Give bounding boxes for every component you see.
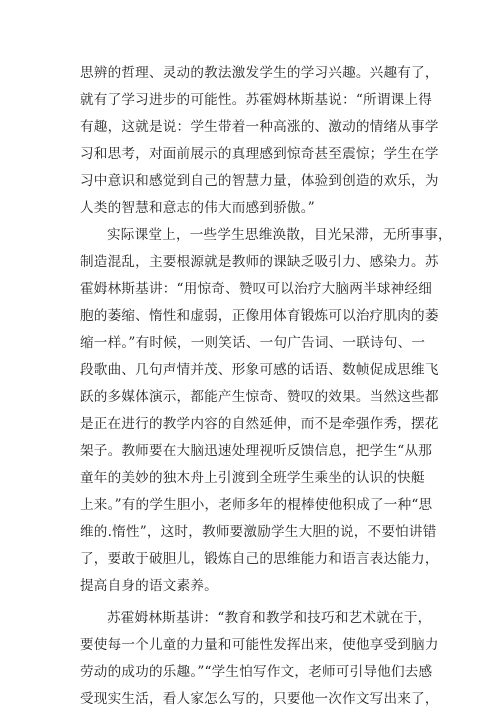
text-line: 跃的多媒体演示，都能产生惊奇、赞叹的效果。当然这些都 [80, 389, 439, 405]
text-line: 霍姆林斯基讲：“用惊奇、赞叹可以治疗大脑两半球神经细 [80, 281, 432, 297]
text-line: 劳动的成功的乐趣。”“学生怕写作文，老师可引导他们去感 [80, 664, 433, 680]
text-line: 胞的萎缩、惰性和虚弱，正像用体育锻炼可以治疗肌肉的萎 [80, 308, 439, 324]
text-line: 实际课堂上，一些学生思维涣散，目光呆滞，无所事事， [107, 227, 452, 243]
document-page [80, 60, 452, 713]
text-line: 习和思考，对面前展示的真理感到惊奇甚至震惊；学生在学 [80, 146, 439, 162]
text-line: 有趣，这就是说：学生带着一种高涨的、激动的情绪从事学 [80, 119, 439, 135]
text-line: 受现实生活，看人家怎么写的，只要他一次作文写出来了， [80, 691, 439, 707]
text-line: 人类的智慧和意志的伟大而感到骄傲。” [80, 200, 315, 216]
text-line: 缩一样。”有时候，一则笑话、一句广告词、一联诗句、一 [80, 335, 426, 351]
text-line: 苏霍姆林斯基讲：“教育和教学和技巧和艺术就在于， [107, 610, 432, 626]
text-line: 是正在进行的教学内容的自然延伸，而不是牵强作秀，摆花 [80, 416, 439, 432]
text-line: 维的.惰性”，这时，教师要激励学生大胆的说，不要怕讲错 [80, 524, 437, 540]
text-line: 制造混乱，主要根源就是教师的课缺乏吸引力、感染力。苏 [80, 254, 439, 270]
text-line: 上来。”有的学生胆小，老师多年的棍棒使他积成了一种“思 [80, 497, 433, 513]
text-line: 要使每一个儿童的力量和可能性发挥出来，使他享受到脑力 [80, 637, 439, 653]
paragraph-2 [80, 222, 452, 600]
text-line: 提高自身的语文素养。 [80, 578, 218, 594]
text-line: 架子。教师要在大脑迅速处理视听反馈信息，把学生“从那 [80, 443, 432, 459]
text-line: 了，要敢于破胆儿，锻炼自己的思维能力和语言表达能力， [80, 551, 439, 567]
text-line: 段歌曲、几句声情并茂、形象可感的话语、数帧促成思维飞 [80, 362, 439, 378]
paragraph-3 [80, 605, 437, 713]
text-line: 童年的美妙的独木舟上引渡到全班学生乘坐的认识的快艇 [80, 470, 425, 486]
paragraph-1 [80, 60, 437, 222]
text-line: 思辨的哲理、灵动的教法激发学生的学习兴趣。兴趣有了， [80, 65, 439, 81]
text-line: 习中意识和感觉到自己的智慧力量，体验到创造的欢乐，为 [80, 173, 439, 189]
text-line: 就有了学习进步的可能性。苏霍姆林斯基说：“所谓课上得 [80, 92, 432, 108]
